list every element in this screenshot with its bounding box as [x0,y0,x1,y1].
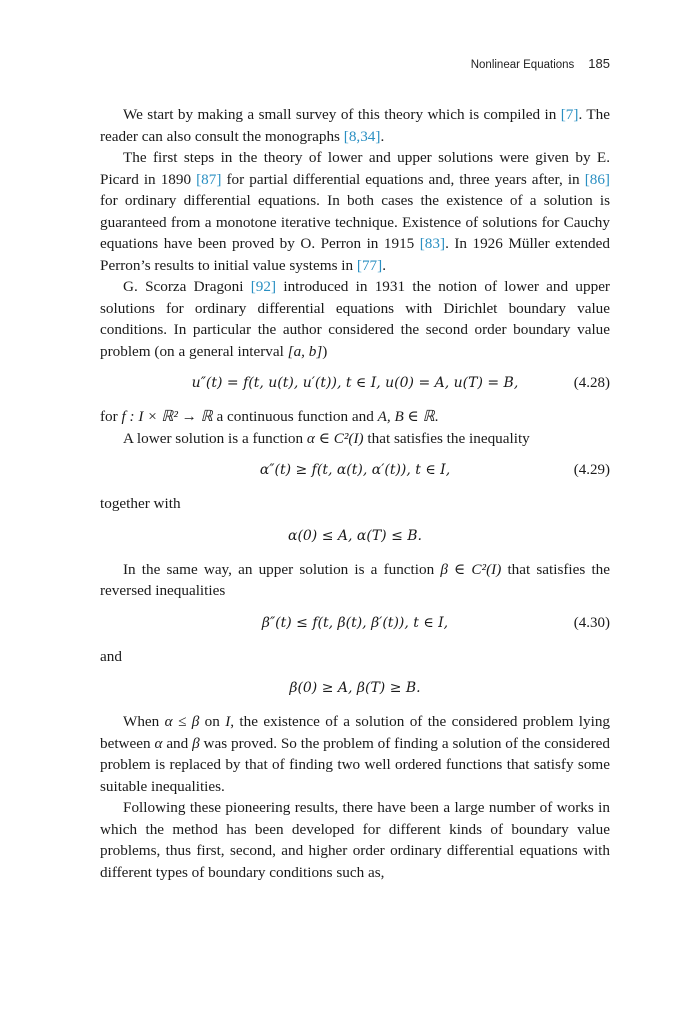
equation-4-28 [100,372,610,394]
citation-link[interactable]: [7] [560,106,579,123]
equation-formula: u″(t) = f(t, u(t), u′(t)), t ∈ I, u(0) = A, u(T) = B, [191,375,519,391]
paragraph-scorza-dragoni: G. Scorza Dragoni [92] introduced in 1931 the notion of lower and upper solutions for ordinary differential equations with Dirichlet boundary value conditions. In particular the author considered the second order boundary value problem (on a general interval [a, b]) [100,278,610,360]
equation-formula: β(0) ≥ A, β(T) ≥ B. [289,680,421,696]
equation-number: (4.30) [573,614,610,631]
main-text [100,104,610,883]
citation-link[interactable]: [92] [250,278,277,295]
equation-number: (4.29) [573,462,610,478]
equation-alpha-boundary [100,525,610,547]
running-header [100,56,610,72]
citation-link[interactable]: [77] [356,256,383,274]
paragraph-pioneering-results: Following these pioneering results, there have been a large number of works in which the method has been developed for different kinds of boundary value problems, thus first, second, and higher order ordinary differential equations with different types of boundary conditions such as, [100,799,610,881]
citation-link[interactable]: [86] [584,170,610,188]
paragraph-f-continuous: for f : I × ℝ² → ℝ a continuous function and A, B ∈ ℝ. [100,408,439,425]
paragraph-together-with: together with [100,495,181,512]
citation-link[interactable]: [8,34] [343,127,381,145]
citation-link[interactable]: [87] [196,170,222,188]
equation-formula: α(0) ≤ A, α(T) ≤ B. [287,527,422,544]
paragraph-history: The first steps in the theory of lower and upper solutions were given by E. Picard in 1890 [87] for partial differential equations and, three years after, in [86] for ordinary differential equations. In both cases the existence of a solution is guaranteed from a monotone iterative technique. Existence of solutions for Cauchy equations have been proved by O. Perron in 1915 [83]. In 1926 Müller extended Perron’s results to initial value systems in [77]. [100,149,610,274]
paragraph-and: and [100,647,122,665]
equation-4-30 [100,612,610,634]
paragraph-survey: We start by making a small survey of this theory which is compiled in [7]. The reader can also consult the monographs [8,34]. [100,106,610,145]
paragraph-ordered-solutions: When α ≤ β on I, the existence of a solution of the considered problem lying between α and β was proved. So the problem of finding a solution of the considered problem is replaced by that of finding two well ordered functions that satisfy some suitable inequalities. [100,713,611,795]
equation-4-29 [100,459,610,481]
paragraph-upper-solution: In the same way, an upper solution is a function β ∈ C²(I) that satisfies the reversed inequalities [100,560,610,599]
running-title: Nonlinear Equations [470,59,575,71]
equation-beta-boundary [100,677,610,699]
page-number: 185 [588,56,610,71]
equation-formula: β″(t) ≤ f(t, β(t), β′(t)), t ∈ I, [261,614,449,631]
equation-formula: α″(t) ≥ f(t, α(t), α′(t)), t ∈ I, [259,462,451,478]
equation-number: (4.28) [573,375,610,391]
paragraph-lower-solution: A lower solution is a function α ∈ C²(I) that satisfies the inequality [123,429,530,447]
citation-link[interactable]: [83] [419,235,446,252]
